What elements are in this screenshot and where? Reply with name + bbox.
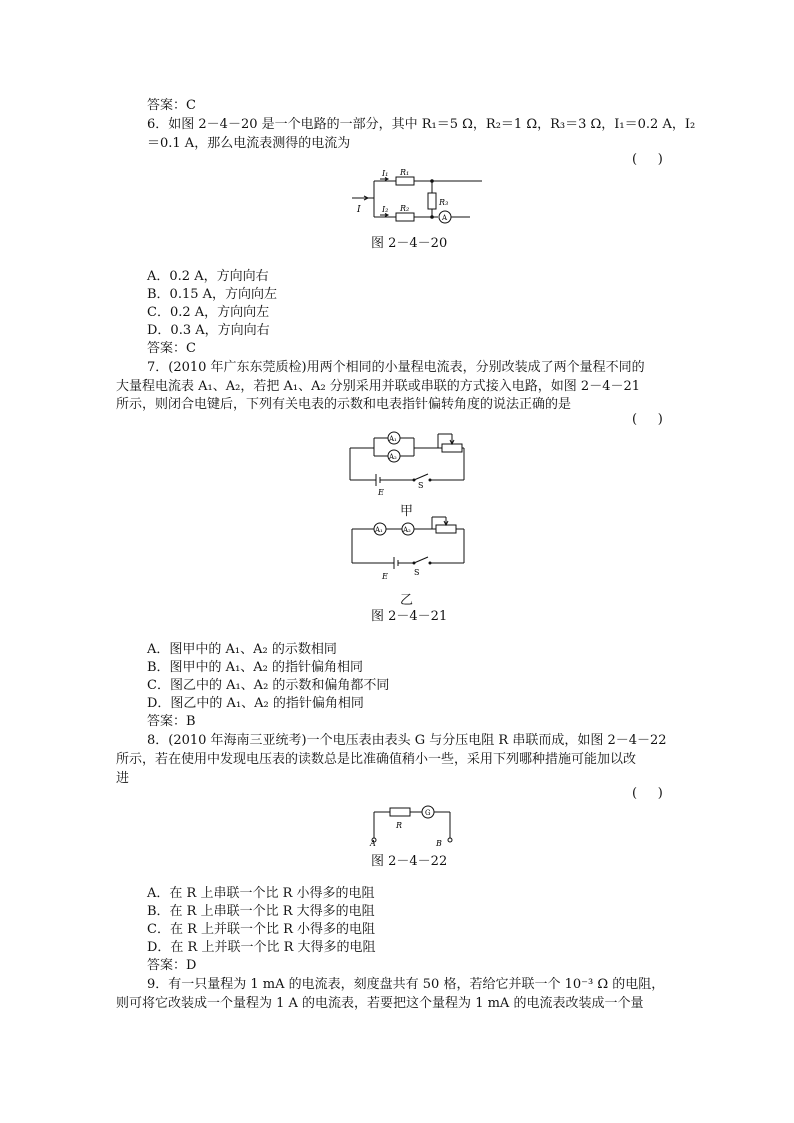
- label-b: B: [436, 839, 442, 848]
- q6-option-a: A．0.2 A，方向向右: [147, 269, 269, 284]
- label-s-yi: S: [414, 568, 420, 577]
- label-i: I: [357, 205, 361, 215]
- q6-text-line1: 6．如图 2－4－20 是一个电路的一部分，其中 R₁＝5 Ω，R₂＝1 Ω，R₃＝3 Ω，I₁＝0.2 A，I₂: [147, 117, 696, 132]
- label-i1: I₁: [382, 169, 389, 178]
- q7-figure-caption: 图 2－4－21: [371, 609, 448, 624]
- q7-text-line1: 7．(2010 年广东东莞质检)用两个相同的小量程电流表，分别改装成了两个量程不同的: [147, 360, 645, 375]
- q7-option-b: B．图甲中的 A₁、A₂ 的指针偏角相同: [147, 660, 364, 675]
- q9-text-line1: 9．有一只量程为 1 mA 的电流表，刻度盘共有 50 格，若给它并联一个 10⁻³ Ω 的电阻，: [147, 977, 665, 992]
- q8-option-a: A．在 R 上串联一个比 R 小得多的电阻: [147, 886, 375, 901]
- label-a: A: [370, 839, 376, 848]
- label-a1-yi: A₁: [375, 526, 383, 534]
- label-e-yi: E: [382, 572, 388, 581]
- q8-answer-paren: ( ): [632, 786, 663, 801]
- q6-text-line2: ＝0.1 A，那么电流表测得的电流为: [147, 136, 351, 151]
- q6-answer: 答案：C: [147, 341, 196, 356]
- r2-resistor: [396, 213, 414, 221]
- q6-answer-paren: ( ): [632, 152, 663, 167]
- label-a2-jia: A₂: [389, 453, 397, 461]
- figure-2-4-21-yi: [350, 515, 470, 585]
- q6-option-c: C．0.2 A，方向向左: [147, 305, 270, 320]
- q7-option-d: D．图乙中的 A₁、A₂ 的指针偏角相同: [147, 696, 364, 711]
- q9-text-line2: 则可将它改装成一个量程为 1 A 的电流表，若要把这个量程为 1 mA 的电流表改装成一个量: [116, 996, 644, 1011]
- q6-option-d: D．0.3 A，方向向右: [147, 323, 270, 338]
- q7-text-line3: 所示，则闭合电键后，下列有关电表的示数和电表指针偏转角度的说法正确的是: [116, 397, 572, 412]
- label-a2-yi: A₂: [403, 526, 411, 534]
- q7-figure-label-yi: 乙: [400, 593, 414, 608]
- q8-answer: 答案：D: [147, 958, 197, 973]
- rheostat-jia: [442, 444, 462, 452]
- label-r2: R₂: [400, 204, 410, 213]
- q8-option-b: B．在 R 上串联一个比 R 大得多的电阻: [147, 904, 375, 919]
- q8-text-line2: 所示，若在使用中发现电压表的读数总是比准确值稍小一些，采用下列哪种措施可能加以改: [116, 752, 637, 767]
- label-meter: A: [442, 214, 448, 222]
- rheostat-yi: [436, 525, 456, 533]
- q8-option-d: D．在 R 上并联一个比 R 大得多的电阻: [147, 940, 376, 955]
- label-s-jia: S: [418, 481, 424, 490]
- resistor-r: [390, 808, 410, 816]
- q8-option-c: C．在 R 上并联一个比 R 小得多的电阻: [147, 922, 376, 937]
- q7-figure-label-jia: 甲: [400, 504, 414, 519]
- q8-figure-caption: 图 2－4－22: [371, 854, 448, 869]
- r1-resistor: [396, 177, 414, 185]
- q7-option-c: C．图乙中的 A₁、A₂ 的示数和偏角都不同: [147, 678, 390, 693]
- answer-prev: 答案：C: [147, 98, 196, 113]
- q7-answer: 答案：B: [147, 714, 196, 729]
- q7-text-line2: 大量程电流表 A₁、A₂，若把 A₁、A₂ 分别采用并联或串联的方式接入电路，如图 2－4－21: [116, 379, 641, 394]
- r3-resistor: [428, 193, 436, 209]
- q6-option-b: B．0.15 A，方向向左: [147, 287, 278, 302]
- figure-2-4-22: [370, 800, 460, 848]
- label-r3: R₃: [439, 198, 449, 207]
- figure-2-4-21-jia: [348, 430, 468, 500]
- label-e-jia: E: [378, 488, 384, 497]
- q7-option-a: A．图甲中的 A₁、A₂ 的示数相同: [147, 642, 337, 657]
- label-r1: R₁: [400, 168, 410, 177]
- label-i2: I₂: [382, 205, 389, 214]
- q6-figure-caption: 图 2－4－20: [371, 236, 448, 251]
- q7-answer-paren: ( ): [632, 412, 663, 427]
- label-a1-jia: A₁: [389, 435, 397, 443]
- label-g: G: [425, 809, 431, 817]
- label-r: R: [396, 821, 403, 830]
- q8-text-line3: 进: [116, 771, 130, 786]
- q8-text-line1: 8．(2010 年海南三亚统考)一个电压表由表头 G 与分压电阻 R 串联而成，如图 2－4－22: [147, 733, 667, 748]
- figure-2-4-20: [352, 165, 472, 227]
